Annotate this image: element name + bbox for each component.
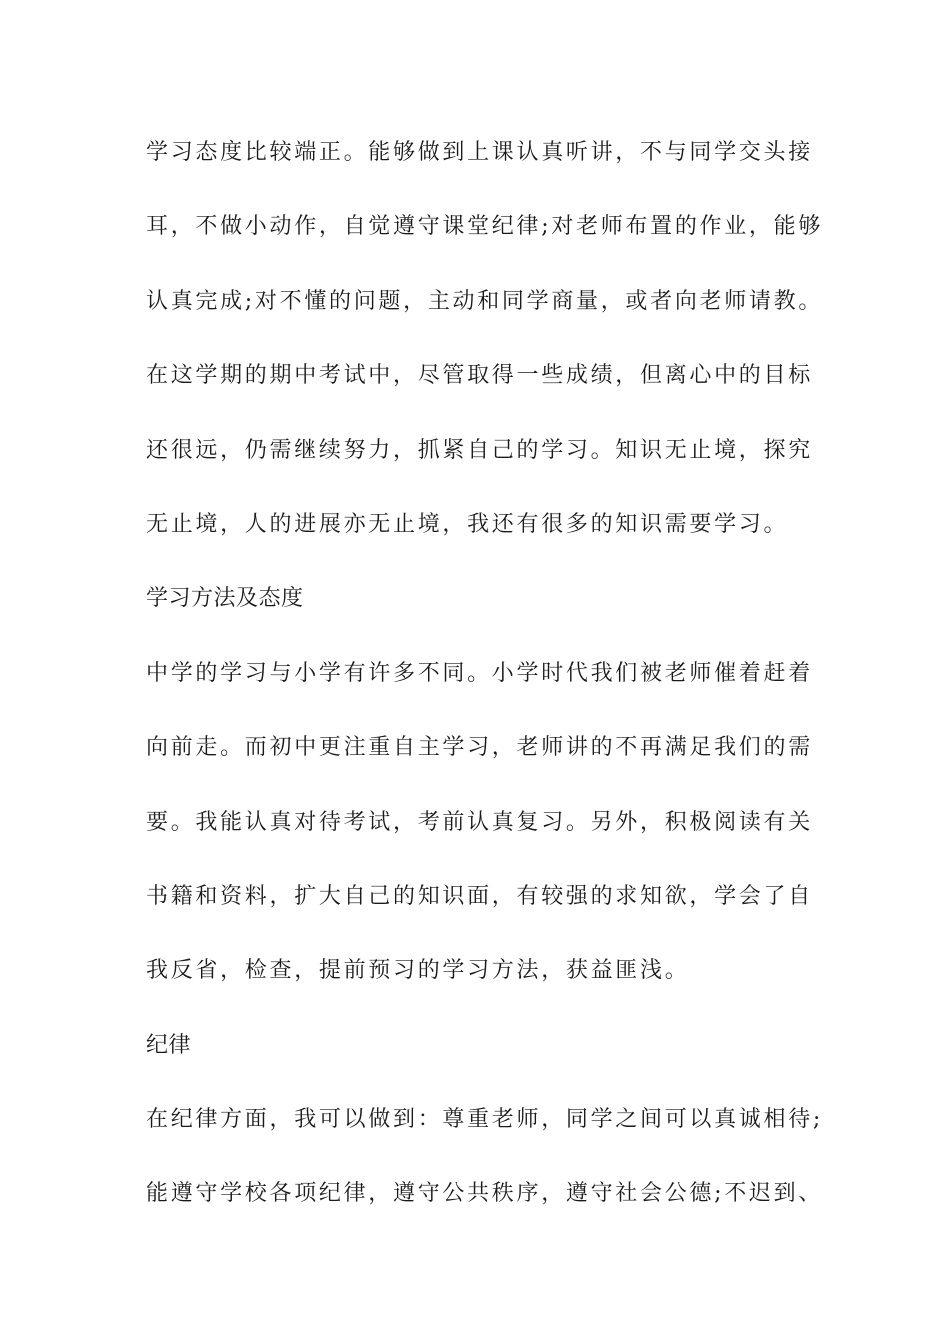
paragraph-line: 无止境，人的进展亦无止境，我还有很多的知识需要学习。 xyxy=(146,511,789,537)
paragraph-line: 学习态度比较端正。能够做到上课认真听讲，不与同学交头接 xyxy=(146,140,813,165)
paragraph-line: 要。我能认真对待考试，考前认真复习。另外，积极阅读有关 xyxy=(146,809,813,835)
section-heading-discipline: 纪律 xyxy=(146,1032,192,1058)
paragraph-line: 向前走。而初中更注重自主学习，老师讲的不再满足我们的需 xyxy=(146,735,813,761)
paragraph-line: 还很远，仍需继续努力，抓紧自己的学习。知识无止境，探究 xyxy=(146,437,813,463)
paragraph-line: 我反省，检查，提前预习的学习方法，获益匪浅。 xyxy=(146,958,690,984)
paragraph-line: 认真完成;对不懂的问题，主动和同学商量，或者向老师请教。 xyxy=(146,288,824,314)
paragraph-line: 能遵守学校各项纪律，遵守公共秩序，遵守社会公德;不迟到、 xyxy=(146,1181,824,1207)
section-heading-study-method: 学习方法及态度 xyxy=(146,586,304,612)
paragraph-line: 在纪律方面，我可以做到：尊重老师，同学之间可以真诚相待; xyxy=(146,1107,824,1133)
paragraph-line: 耳，不做小动作，自觉遵守课堂纪律;对老师布置的作业，能够 xyxy=(146,214,824,240)
document-body xyxy=(146,133,824,1249)
paragraph-line: 中学的学习与小学有许多不同。小学时代我们被老师催着赶着 xyxy=(146,660,813,686)
paragraph-line: 在这学期的期中考试中，尽管取得一些成绩，但离心中的目标 xyxy=(146,363,813,389)
paragraph-line: 书籍和资料，扩大自己的知识面，有较强的求知欲，学会了自 xyxy=(146,883,813,909)
